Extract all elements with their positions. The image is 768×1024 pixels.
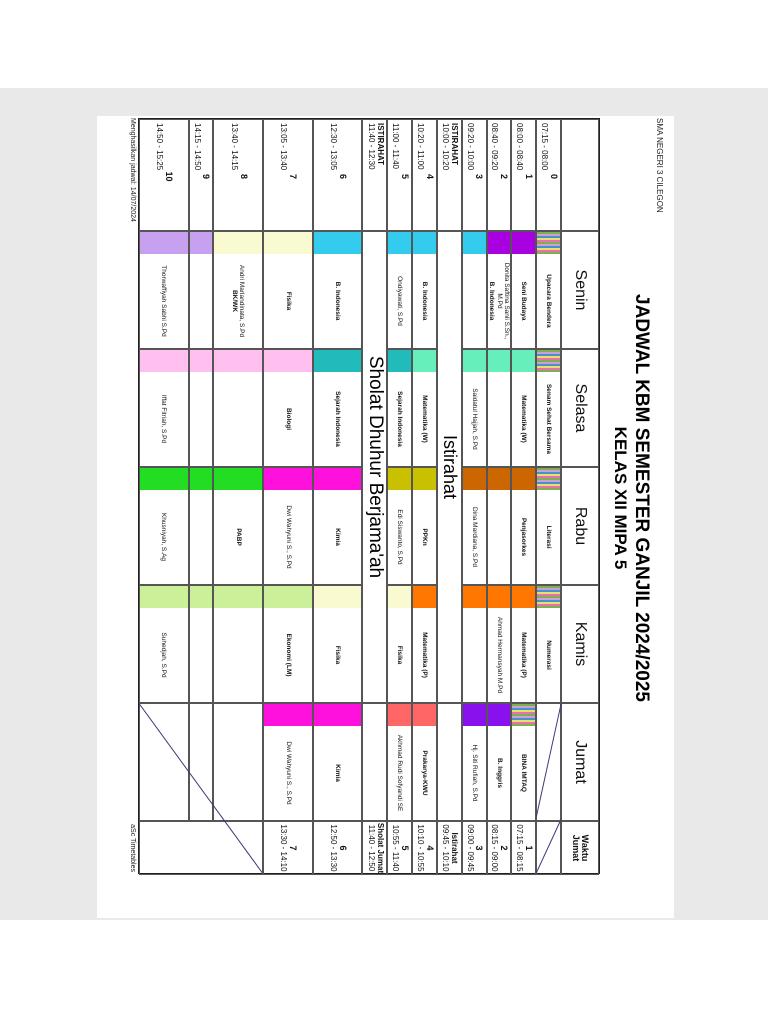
lesson-kamis-9 xyxy=(189,585,214,703)
istirahat-band: Istirahat xyxy=(437,231,462,703)
lesson-kamis-7: Ekonomi (LM) xyxy=(263,585,313,703)
lesson-selasa-0: Senam Sehat Bersama xyxy=(536,349,561,467)
lesson-senin-6: B. Indonesia xyxy=(313,231,363,349)
lesson-kamis-5: Fisika xyxy=(387,585,412,703)
school-name: SMA NEGERI 3 CILEGON xyxy=(655,118,664,213)
lesson-jumat-1: BINA IMTAQ xyxy=(511,703,536,821)
lesson-selasa-3: Saidatul Hajjah, S.Pd xyxy=(462,349,487,467)
lesson-jumat-7: Dwi Wahyuni S., S.Pd xyxy=(263,703,313,821)
day-header-jumat: Jumat xyxy=(561,703,599,821)
jumat-time-slot: 2 08:15 - 09:00 xyxy=(487,821,512,875)
lesson-kamis-10: Suhedjah, S.Pd xyxy=(139,585,189,703)
day-header-kamis: Kamis xyxy=(561,585,599,703)
lesson-rabu-9 xyxy=(189,467,214,585)
lesson-kamis-8 xyxy=(213,585,263,703)
lesson-rabu-8: PABP xyxy=(213,467,263,585)
jumat-time-break: Sholat Jumat 11:40 - 12:50 xyxy=(362,821,387,875)
jumat-time-slot: 4 10:10 - 10:55 xyxy=(412,821,437,875)
lesson-selasa-10: Iffat Fitriah, S.Pd xyxy=(139,349,189,467)
time-slot: 1 08:00 - 08:40 xyxy=(511,119,536,231)
lesson-selasa-6: Sejarah Indonesia xyxy=(313,349,363,467)
jumat-time-header: Waktu Jumat xyxy=(561,821,599,875)
lesson-jumat-6: Kimia xyxy=(313,703,363,821)
time-slot: 5 11:00 - 11:40 xyxy=(387,119,412,231)
jumat-time-slot: 5 10:55 - 11:40 xyxy=(387,821,412,875)
time-slot: 8 13:40 - 14:15 xyxy=(213,119,263,231)
lesson-kamis-4: Matematika (P) xyxy=(412,585,437,703)
lesson-kamis-2: Ahmad Hermansyah M.Pd xyxy=(487,585,512,703)
lesson-jumat-4: Prakarya-KWU xyxy=(412,703,437,821)
lesson-senin-9 xyxy=(189,231,214,349)
rotated-timetable xyxy=(106,118,664,878)
lesson-selasa-8 xyxy=(213,349,263,467)
lesson-senin-3 xyxy=(462,231,487,349)
time-slot-break: ISTIRAHAT 10:00 - 10:20 xyxy=(437,119,462,231)
jumat-time-empty xyxy=(536,821,561,875)
corner-cell xyxy=(561,119,599,231)
lesson-rabu-6: Kimia xyxy=(313,467,363,585)
lesson-rabu-7: Dwi Wahyuni S., S.Pd xyxy=(263,467,313,585)
lesson-selasa-9 xyxy=(189,349,214,467)
jumat-empty-slot xyxy=(189,703,214,821)
lesson-rabu-1: Penjasorkes xyxy=(511,467,536,585)
jumat-time-empty xyxy=(139,821,263,875)
jumat-empty-slot xyxy=(213,703,263,821)
lesson-senin-1: Seni Budaya xyxy=(511,231,536,349)
jumat-time-break: Istirahat 09:45 - 10:10 xyxy=(437,821,462,875)
lesson-selasa-2 xyxy=(487,349,512,467)
jumat-sholat-slot xyxy=(362,703,387,821)
lesson-kamis-1: Matematika (P) xyxy=(511,585,536,703)
generated-date: Menghasilkan jadwal: 14/07/2024 xyxy=(129,118,136,222)
time-slot: 9 14:15 - 14:50 xyxy=(189,119,214,231)
timetable-title: JADWAL KBM SEMESTER GANJIL 2024/2025 xyxy=(631,294,652,702)
lesson-selasa-7: Biologi xyxy=(263,349,313,467)
time-slot: 10 14:50 - 15:25 xyxy=(139,119,189,231)
lesson-senin-5: Ondiyawati, S.Pd xyxy=(387,231,412,349)
jumat-empty-slot xyxy=(536,703,561,821)
lesson-rabu-2 xyxy=(487,467,512,585)
day-header-rabu: Rabu xyxy=(561,467,599,585)
lesson-kamis-6: Fisika xyxy=(313,585,363,703)
lesson-rabu-0: Literasi xyxy=(536,467,561,585)
timetable-grid xyxy=(138,118,600,874)
jumat-time-slot: 6 12:50 - 13:30 xyxy=(313,821,363,875)
day-header-selasa: Selasa xyxy=(561,349,599,467)
lesson-senin-0: Upacara Bendera xyxy=(536,231,561,349)
time-slot: 2 08:40 - 09:20 xyxy=(487,119,512,231)
lesson-selasa-5: Sejarah Indonesia xyxy=(387,349,412,467)
time-slot-break: ISTIRAHAT 11:40 - 12:30 xyxy=(362,119,387,231)
class-title: KELAS XII MIPA 5 xyxy=(611,426,630,570)
lesson-jumat-3: Hj. Siti Rufiah, S.Pd xyxy=(462,703,487,821)
lesson-rabu-5: Edi Siswanto, S.Pd xyxy=(387,467,412,585)
jumat-time-slot: 1 07:15 - 08:15 xyxy=(511,821,536,875)
lesson-kamis-3 xyxy=(462,585,487,703)
lesson-senin-8: Andri Marlandinata, S.Pd BK/WK xyxy=(213,231,263,349)
time-slot: 7 13:05 - 13:40 xyxy=(263,119,313,231)
lesson-jumat-2: B. Inggris xyxy=(487,703,512,821)
lesson-senin-10: Thorwaffiyah Sabhi S.Pd xyxy=(139,231,189,349)
lesson-selasa-1: Matematika (W) xyxy=(511,349,536,467)
lesson-rabu-10: Khusniyah, S.Ag xyxy=(139,467,189,585)
time-slot: 3 09:20 - 10:00 xyxy=(462,119,487,231)
jumat-time-slot: 7 13:30 - 14:10 xyxy=(263,821,313,875)
lesson-senin-7: Fisika xyxy=(263,231,313,349)
lesson-kamis-0: Numerasi xyxy=(536,585,561,703)
time-slot: 4 10:20 - 11:00 xyxy=(412,119,437,231)
lesson-jumat-5: Akhmad Rudi Sofyandi SE xyxy=(387,703,412,821)
day-header-senin: Senin xyxy=(561,231,599,349)
time-slot: 0 07:15 - 08:00 xyxy=(536,119,561,231)
timetable-sheet xyxy=(97,116,674,918)
lesson-selasa-4: Matematika (W) xyxy=(412,349,437,467)
jumat-time-slot: 3 09:00 - 09:45 xyxy=(462,821,487,875)
lesson-senin-2: Donita Saftina Sanli S.Sn., M.Pd B. Indonesia xyxy=(487,231,512,349)
jumat-empty-slot xyxy=(139,703,189,821)
software-credit: aSc Timetables xyxy=(129,824,136,872)
time-slot: 6 12:30 - 13:05 xyxy=(313,119,363,231)
jumat-break-slot xyxy=(437,703,462,821)
lesson-rabu-3: Dina Mardiana, S.Pd xyxy=(462,467,487,585)
sholat-band: Sholat Dhuhur Berjama'ah xyxy=(362,231,387,703)
lesson-rabu-4: PPKn xyxy=(412,467,437,585)
lesson-senin-4: B. Indonesia xyxy=(412,231,437,349)
